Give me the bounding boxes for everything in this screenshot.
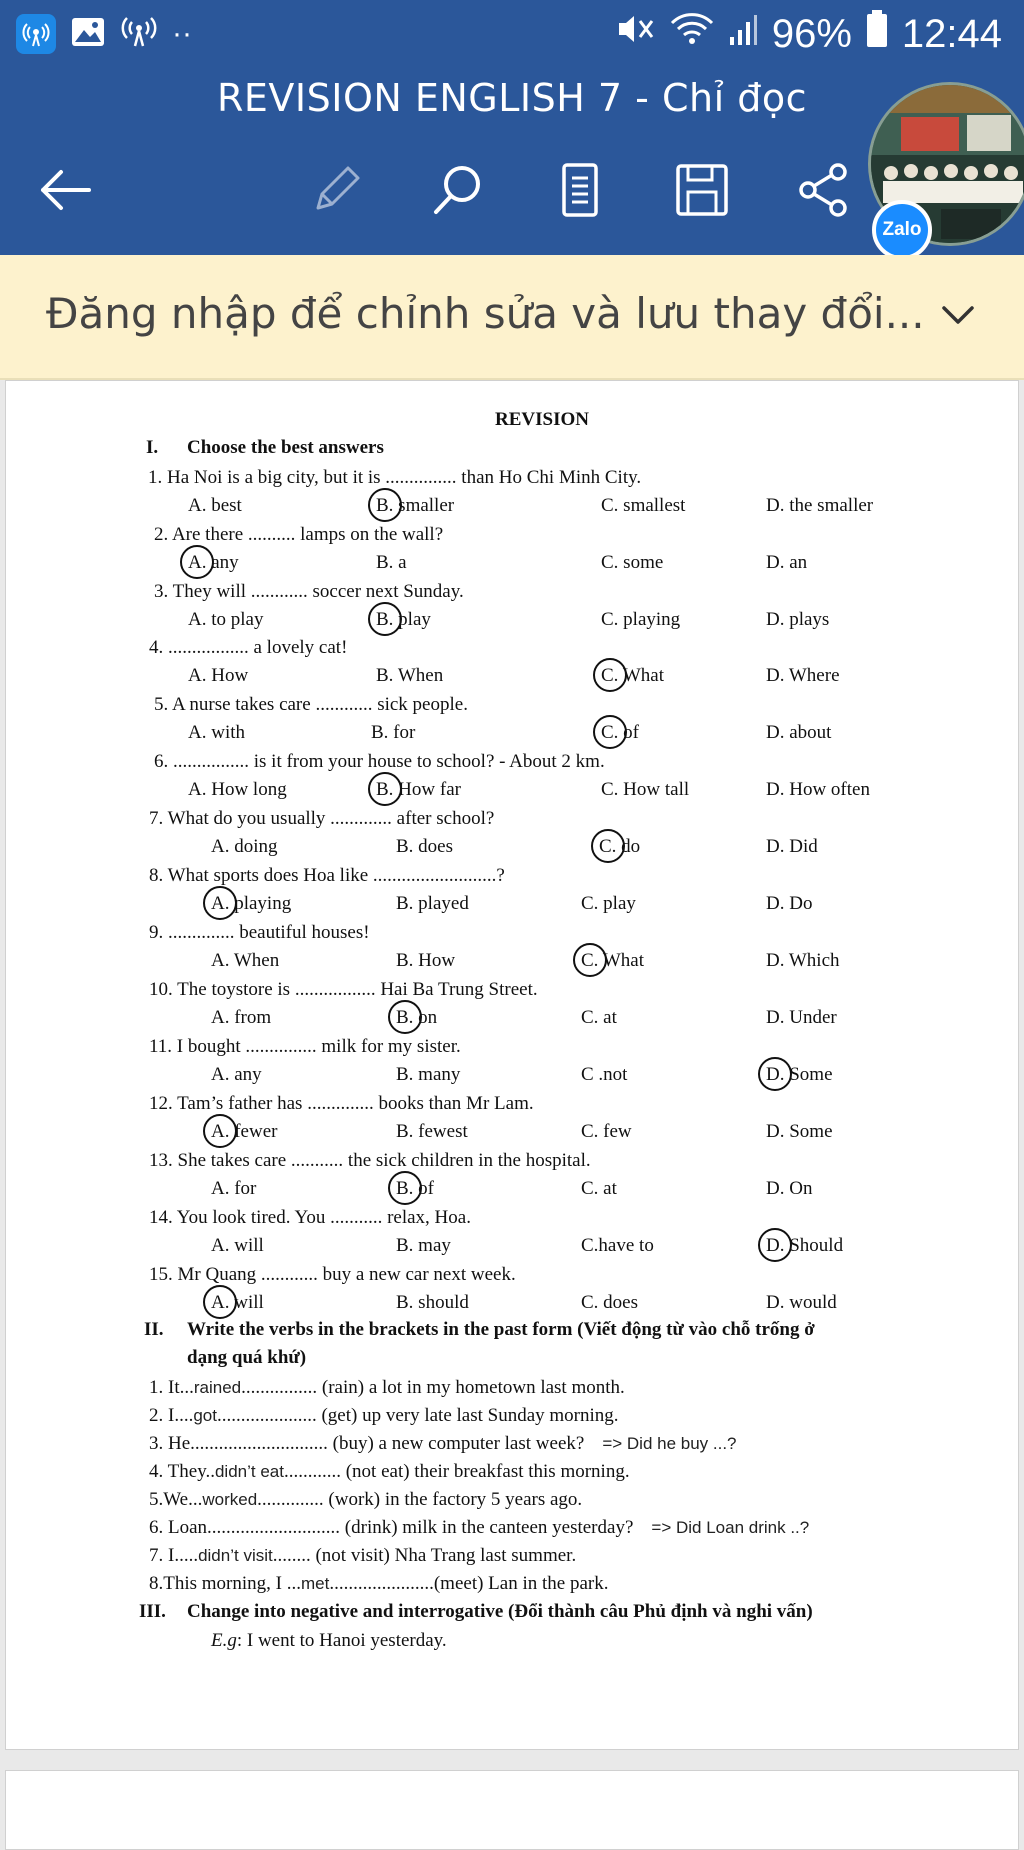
answer-option: C. few	[581, 1121, 632, 1142]
answer-option: D. Did	[766, 836, 818, 857]
share-icon	[796, 162, 852, 218]
answer-option: D. On	[766, 1178, 813, 1199]
answer-circle-mark	[368, 772, 402, 806]
answer-option: D. Some	[766, 1064, 833, 1085]
answer-option: B. of	[396, 1178, 434, 1199]
battery-percent: 96%	[771, 11, 852, 56]
answer-option: A. any	[211, 1064, 262, 1085]
doc-heading: REVISION	[495, 409, 589, 430]
mute-icon	[616, 11, 656, 57]
answer-option: D. Do	[766, 893, 813, 914]
section-2-number: II.	[144, 1319, 164, 1340]
section-3-number: III.	[139, 1601, 166, 1622]
search-button[interactable]	[418, 150, 498, 230]
example-text: : I went to Hanoi yesterday.	[236, 1630, 447, 1651]
answer-option: B. played	[396, 893, 469, 914]
status-bar	[0, 0, 1024, 72]
handwritten-answer: met	[301, 1574, 330, 1593]
answer-option: D. How often	[766, 779, 870, 800]
search-icon	[430, 162, 486, 218]
handwritten-answer: worked	[202, 1490, 258, 1509]
answer-option: D. would	[766, 1292, 837, 1313]
question-text: 3. They will ............ soccer next Sunday.	[154, 581, 464, 602]
answer-option: D. Should	[766, 1235, 844, 1256]
answer-option: C. How tall	[601, 779, 690, 800]
question-text: 12. Tam’s father has .............. books than Mr Lam.	[149, 1093, 534, 1114]
answer-circle-mark	[368, 602, 402, 636]
answer-option: B. smaller	[376, 495, 455, 516]
reading-view-button[interactable]	[540, 150, 620, 230]
question-text: 4. ................. a lovely cat!	[149, 637, 348, 658]
answer-option: A. fewer	[211, 1121, 278, 1142]
hotspot-icon	[16, 14, 56, 54]
answer-circle-mark	[591, 829, 625, 863]
exercise-suffix: ........ (not visit) Nha Trang last summer.	[272, 1545, 577, 1566]
answer-option: A. any	[188, 552, 239, 573]
exercise-prefix: 6. Loan.	[149, 1517, 212, 1538]
question-text: 11. I bought ............... milk for my sister.	[149, 1036, 461, 1057]
answer-option: C.have to	[581, 1235, 654, 1256]
status-dots: ··	[172, 17, 192, 50]
answer-option: A. to play	[188, 609, 264, 630]
edit-button[interactable]	[296, 150, 376, 230]
chevron-down-icon	[941, 304, 975, 326]
answer-option: B. may	[396, 1235, 451, 1256]
answer-option: A. best	[188, 495, 242, 516]
clock: 12:44	[901, 11, 1002, 56]
document-page[interactable]	[5, 380, 1019, 1750]
answer-option: A. How	[188, 665, 249, 686]
section-3-heading: Change into negative and interrogative (Đổi thành câu Phủ định và nghi vấn)	[187, 1601, 813, 1622]
answer-option: C. smallest	[601, 495, 686, 516]
exercise-suffix: ........................... (drink) milk in the canteen yesterday?	[211, 1517, 634, 1538]
answer-option: C. playing	[601, 609, 681, 630]
answer-option: B. play	[376, 609, 431, 630]
answer-option: B. for	[371, 722, 416, 743]
exercise-suffix: ..................... (get) up very late last Sunday morning.	[216, 1405, 619, 1426]
hotspot-outline-icon	[120, 15, 158, 54]
section-1-heading: Choose the best answers	[187, 437, 384, 458]
exercise-prefix: 3. He.	[149, 1433, 195, 1454]
answer-option: C. some	[601, 552, 664, 573]
back-button[interactable]	[25, 150, 105, 230]
answer-circle-mark	[593, 658, 627, 692]
answer-option: C. at	[581, 1178, 617, 1199]
question-text: 14. You look tired. You ........... relax, Hoa.	[149, 1207, 471, 1228]
answer-circle-mark	[573, 943, 607, 977]
battery-icon	[866, 10, 888, 58]
exercise-line	[149, 1489, 582, 1511]
sign-in-banner[interactable]	[0, 255, 1024, 380]
answer-option: C .not	[581, 1064, 628, 1085]
exercise-suffix: .............. (work) in the factory 5 years ago.	[257, 1489, 583, 1510]
answer-circle-mark	[203, 1114, 237, 1148]
exercise-line	[149, 1433, 737, 1455]
answer-option: D. the smaller	[766, 495, 874, 516]
answer-option: B. on	[396, 1007, 438, 1028]
answer-option: B. fewest	[396, 1121, 468, 1142]
answer-option: B. many	[396, 1064, 461, 1085]
answer-option: A. When	[211, 950, 280, 971]
answer-option: A. will	[211, 1292, 264, 1313]
answer-circle-mark	[388, 1171, 422, 1205]
question-text: 13. She takes care ........... the sick children in the hospital.	[149, 1150, 591, 1171]
answer-option: D. about	[766, 722, 832, 743]
answer-circle-mark	[180, 545, 214, 579]
back-arrow-icon	[37, 168, 93, 212]
answer-option: C. does	[581, 1292, 638, 1313]
wifi-icon	[670, 11, 714, 57]
answer-option: A. playing	[211, 893, 292, 914]
exercise-line	[149, 1405, 619, 1427]
share-button[interactable]	[784, 150, 864, 230]
exercise-suffix: ................ (rain) a lot in my hometown last month.	[241, 1377, 625, 1398]
gallery-icon	[70, 16, 106, 53]
answer-circle-mark	[758, 1228, 792, 1262]
question-text: 10. The toystore is ................. Hai Ba Trung Street.	[149, 979, 538, 1000]
handwritten-answer: didn’t visit	[198, 1546, 273, 1565]
section-1-number: I.	[146, 437, 159, 458]
exercise-prefix: 1. It...	[149, 1377, 194, 1398]
exercise-prefix: 2. I....	[149, 1405, 194, 1426]
example-line	[211, 1630, 447, 1652]
answer-option: A. with	[188, 722, 245, 743]
answer-option: D. Which	[766, 950, 840, 971]
question-text: 6. ................ is it from your house to school? - About 2 km.	[154, 751, 605, 772]
app-header	[0, 0, 1024, 255]
answer-option: B. a	[376, 552, 407, 573]
next-document-page[interactable]	[5, 1770, 1019, 1850]
exercise-suffix: ............ (not eat) their breakfast this morning.	[283, 1461, 630, 1482]
answer-circle-mark	[593, 715, 627, 749]
exercise-line	[149, 1517, 809, 1539]
answer-option: B. How	[396, 950, 456, 971]
answer-option: B. should	[396, 1292, 469, 1313]
exercise-prefix: 7. I.....	[149, 1545, 199, 1566]
save-button[interactable]	[662, 150, 742, 230]
question-text: 7. What do you usually ............. after school?	[149, 808, 495, 829]
question-text: 2. Are there .......... lamps on the wall?	[154, 524, 444, 545]
exercise-line	[149, 1461, 630, 1483]
floppy-disk-icon	[674, 162, 730, 218]
answer-option: A. How long	[188, 779, 287, 800]
handwritten-answer: didn’t eat	[214, 1462, 284, 1481]
answer-option: D. Some	[766, 1121, 833, 1142]
answer-option: D. an	[766, 552, 808, 573]
answer-circle-mark	[388, 1000, 422, 1034]
answer-circle-mark	[203, 886, 237, 920]
handwritten-answer: got	[193, 1406, 217, 1425]
exercise-line	[149, 1377, 625, 1399]
pencil-icon	[308, 162, 364, 218]
answer-option: D. Under	[766, 1007, 837, 1028]
zalo-badge: Zalo	[872, 200, 932, 260]
question-text: 8. What sports does Hoa like ..........................?	[149, 865, 505, 886]
answer-option: C. What	[601, 665, 664, 686]
answer-circle-mark	[203, 1285, 237, 1319]
answer-option: A. doing	[211, 836, 278, 857]
question-text: 5. A nurse takes care ............ sick people.	[154, 694, 468, 715]
answer-option: D. plays	[766, 609, 830, 630]
answer-option: C. of	[601, 722, 639, 743]
exercise-suffix: ............................ (buy) a new computer last week?	[194, 1433, 585, 1454]
answer-circle-mark	[758, 1057, 792, 1091]
document-title: REVISION ENGLISH 7 - Chỉ đọc	[217, 76, 807, 120]
question-text: 9. .............. beautiful houses!	[149, 922, 370, 943]
handwritten-answer: rained	[193, 1378, 242, 1397]
exercise-prefix: 8.This morning, I ...	[149, 1573, 301, 1594]
question-text: 1. Ha Noi is a big city, but it is ............... than Ho Chi Minh City.	[148, 467, 642, 488]
handwritten-note: => Did Loan drink ..?	[651, 1518, 810, 1537]
document-icon	[558, 162, 602, 218]
exercise-prefix: 4. They..	[149, 1461, 215, 1482]
answer-option: C. at	[581, 1007, 617, 1028]
banner-expand-button[interactable]	[928, 285, 988, 345]
section-2-heading: Write the verbs in the brackets in the past form (Viết động từ vào chỗ trống ở	[187, 1319, 815, 1340]
answer-option: A. from	[211, 1007, 272, 1028]
banner-text: Đăng nhập để chỉnh sửa và lưu thay đổi...	[46, 289, 925, 338]
answer-circle-mark	[368, 488, 402, 522]
exercise-suffix: ......................(meet) Lan in the park.	[329, 1573, 609, 1594]
exercise-prefix: 5.We...	[149, 1489, 203, 1510]
example-label: E.g	[211, 1630, 237, 1651]
answer-option: C. do	[599, 836, 641, 857]
answer-option: A. for	[211, 1178, 257, 1199]
answer-option: C. play	[581, 893, 636, 914]
exercise-line	[149, 1573, 608, 1595]
signal-icon	[728, 12, 758, 57]
answer-option: B. When	[376, 665, 444, 686]
answer-option: C. What	[581, 950, 644, 971]
answer-option: B. How far	[376, 779, 461, 800]
exercise-line	[149, 1545, 576, 1567]
question-text: 15. Mr Quang ............ buy a new car next week.	[149, 1264, 516, 1285]
answer-option: B. does	[396, 836, 453, 857]
answer-option: D. Where	[766, 665, 840, 686]
answer-option: A. will	[211, 1235, 264, 1256]
handwritten-note: => Did he buy ...?	[602, 1434, 737, 1453]
section-2-heading-cont: dạng quá khứ)	[187, 1347, 307, 1368]
